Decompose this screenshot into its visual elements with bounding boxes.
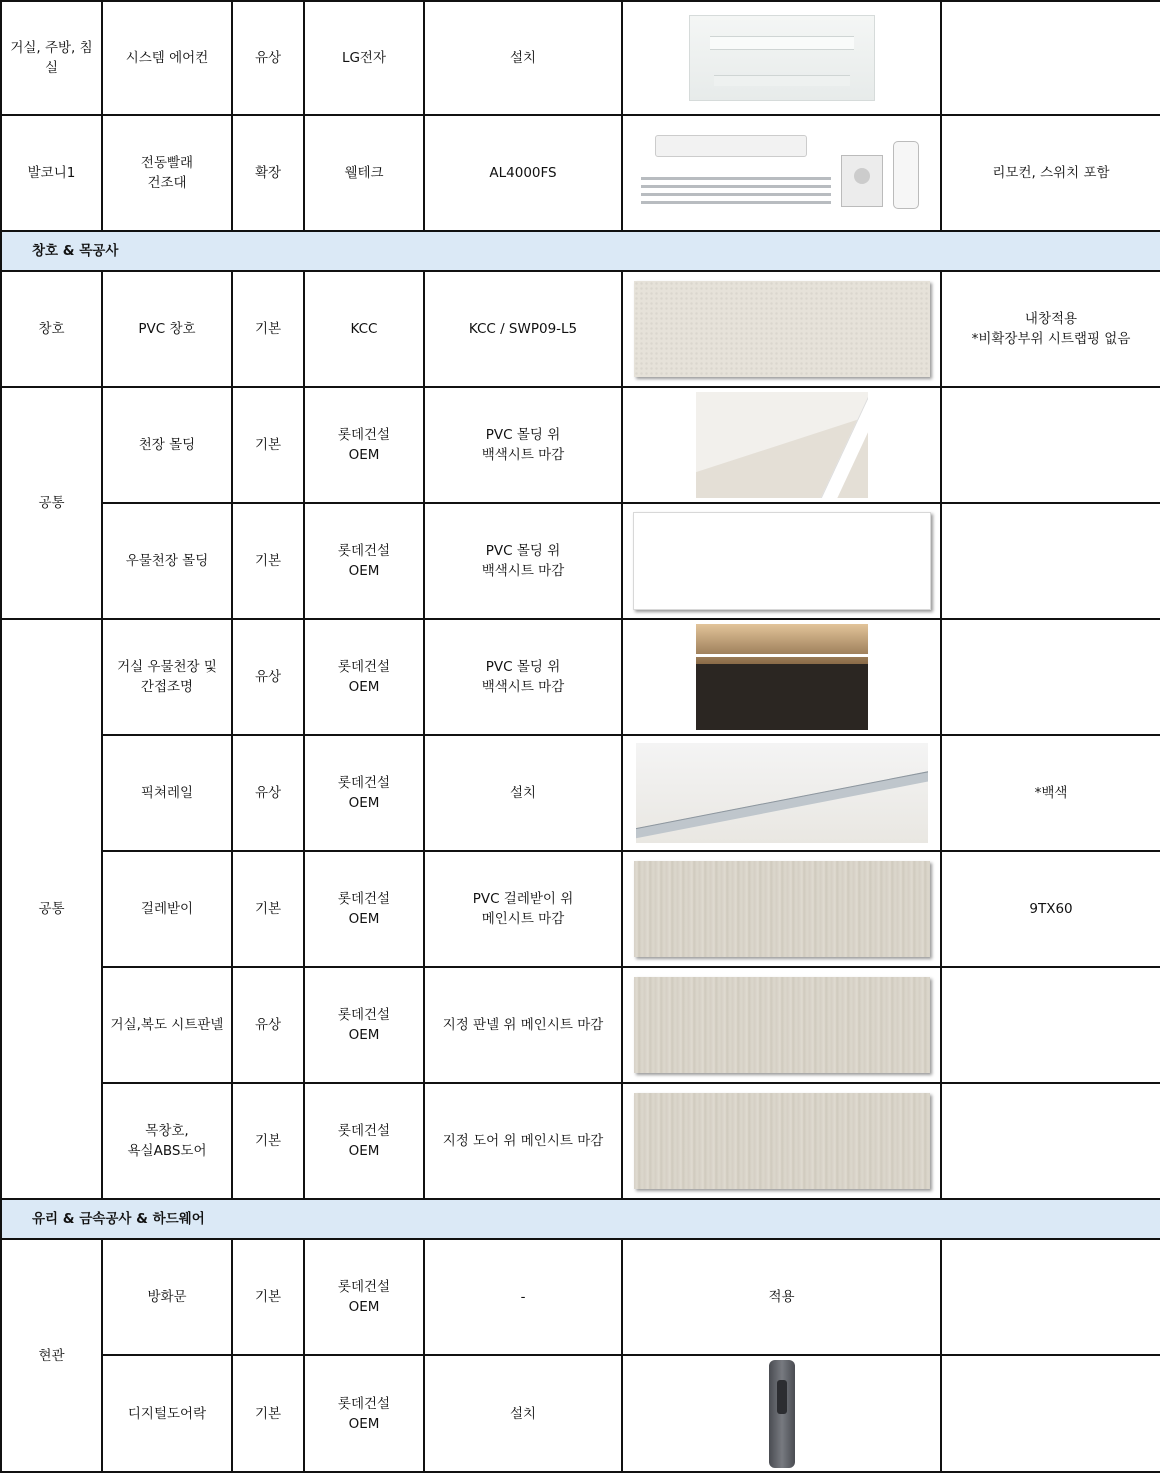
image-cell [622,1083,941,1199]
spec-cell: - [424,1239,622,1355]
brand-cell: 롯데건설 OEM [304,387,424,503]
picture-rail-image [636,743,928,843]
note-cell [941,503,1160,619]
brand-cell: 웰테크 [304,115,424,231]
wood-sheet-swatch [634,861,930,957]
type-cell: 기본 [232,1239,304,1355]
note-cell [941,1355,1160,1472]
item-cell: 시스템 에어컨 [102,1,232,115]
item-cell: 픽쳐레일 [102,735,232,851]
spec-cell: PVC 걸레받이 위 메인시트 마감 [424,851,622,967]
type-cell: 확장 [232,115,304,231]
note-cell: 9TX60 [941,851,1160,967]
table-row [1,967,1160,1083]
image-cell [622,503,941,619]
item-cell: 목창호, 욕실ABS도어 [102,1083,232,1199]
table-row [1,1,1160,115]
item-cell: 걸레받이 [102,851,232,967]
cove-lighting-image [696,624,868,730]
ceiling-molding-image [696,392,868,498]
section-title: 유리 & 금속공사 & 하드웨어 [1,1199,1160,1239]
image-cell [622,851,941,967]
item-cell: PVC 창호 [102,271,232,387]
spec-cell: 설치 [424,1355,622,1472]
spec-cell: 설치 [424,1,622,115]
note-cell [941,1239,1160,1355]
space-cell: 발코니1 [1,115,102,231]
type-cell: 유상 [232,1,304,115]
image-cell [622,619,941,735]
type-cell: 기본 [232,1083,304,1199]
system-aircon-image [689,15,875,101]
wood-sheet-swatch [634,1093,930,1189]
electric-dryer-rack-image [641,131,923,215]
item-cell: 천장 몰딩 [102,387,232,503]
brand-cell: 롯데건설 OEM [304,619,424,735]
type-cell: 기본 [232,1355,304,1472]
table-row [1,735,1160,851]
brand-cell: 롯데건설 OEM [304,851,424,967]
type-cell: 기본 [232,387,304,503]
note-cell [941,1083,1160,1199]
table-row [1,1355,1160,1472]
table-row [1,271,1160,387]
note-cell [941,387,1160,503]
type-cell: 기본 [232,503,304,619]
item-cell: 거실 우물천장 및 간접조명 [102,619,232,735]
table-row [1,1239,1160,1355]
section-row [1,231,1160,271]
spec-cell: KCC / SWP09-L5 [424,271,622,387]
image-cell [622,1,941,115]
brand-cell: 롯데건설 OEM [304,1083,424,1199]
image-cell [622,115,941,231]
item-cell: 우물천장 몰딩 [102,503,232,619]
brand-cell: 롯데건설 OEM [304,503,424,619]
image-cell [622,735,941,851]
item-cell: 전동빨래 건조대 [102,115,232,231]
type-cell: 유상 [232,735,304,851]
table-row [1,115,1160,231]
spec-cell: PVC 몰딩 위 백색시트 마감 [424,503,622,619]
table-row [1,503,1160,619]
note-cell [941,1,1160,115]
space-cell: 현관 [1,1239,102,1472]
type-cell: 기본 [232,851,304,967]
section-row [1,1199,1160,1239]
brand-cell: KCC [304,271,424,387]
image-cell-text: 적용 [622,1239,941,1355]
note-cell: *백색 [941,735,1160,851]
spec-cell: PVC 몰딩 위 백색시트 마감 [424,387,622,503]
type-cell: 유상 [232,619,304,735]
spec-cell: 설치 [424,735,622,851]
space-cell: 공통 [1,619,102,1199]
wood-sheet-swatch [634,977,930,1073]
white-sheet-swatch [633,512,931,610]
table-row [1,387,1160,503]
brand-cell: LG전자 [304,1,424,115]
item-cell: 거실,복도 시트판넬 [102,967,232,1083]
image-cell [622,1355,941,1472]
space-cell: 창호 [1,271,102,387]
note-cell [941,619,1160,735]
note-cell: 내창적용 *비확장부위 시트랩핑 없음 [941,271,1160,387]
space-cell: 공통 [1,387,102,619]
space-cell: 거실, 주방, 침 실 [1,1,102,115]
note-cell: 리모컨, 스위치 포함 [941,115,1160,231]
brand-cell: 롯데건설 OEM [304,1355,424,1472]
digital-doorlock-image [769,1360,795,1468]
note-cell [941,967,1160,1083]
brand-cell: 롯데건설 OEM [304,967,424,1083]
item-cell: 디지털도어락 [102,1355,232,1472]
section-title: 창호 & 목공사 [1,231,1160,271]
image-cell [622,271,941,387]
table-row [1,619,1160,735]
table-row [1,1083,1160,1199]
spec-cell: 지정 판넬 위 메인시트 마감 [424,967,622,1083]
spec-cell: 지정 도어 위 메인시트 마감 [424,1083,622,1199]
spec-cell: PVC 몰딩 위 백색시트 마감 [424,619,622,735]
item-cell: 방화문 [102,1239,232,1355]
table-row [1,851,1160,967]
pvc-window-texture [634,281,930,377]
image-cell [622,387,941,503]
type-cell: 기본 [232,271,304,387]
type-cell: 유상 [232,967,304,1083]
image-cell [622,967,941,1083]
brand-cell: 롯데건설 OEM [304,735,424,851]
spec-cell: AL4000FS [424,115,622,231]
brand-cell: 롯데건설 OEM [304,1239,424,1355]
